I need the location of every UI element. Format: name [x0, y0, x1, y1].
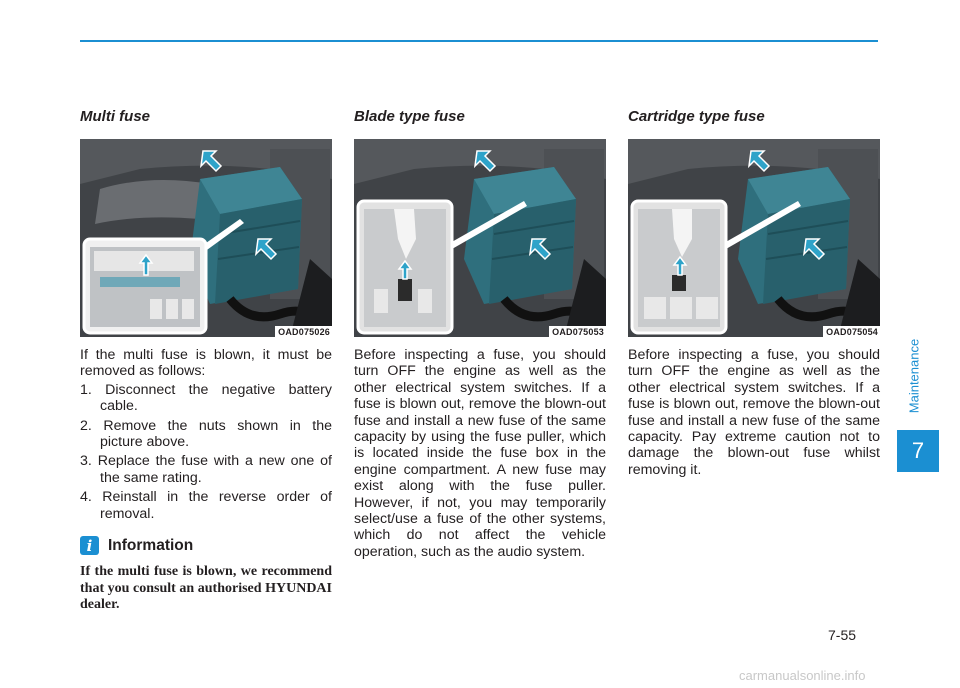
- figure-code: OAD075054: [823, 326, 880, 337]
- section-title: Blade type fuse: [354, 108, 465, 125]
- section-blade-fuse: [354, 108, 606, 560]
- intro-text: If the multi fuse is blown, it must be removed as follows:: [80, 347, 332, 380]
- step-item: 1. Disconnect the negative battery cable.: [80, 381, 332, 415]
- engine-bay-illustration: [80, 139, 332, 337]
- figure-multi-fuse: [80, 139, 332, 337]
- information-title: Information: [108, 536, 194, 554]
- header-rule: [80, 40, 878, 42]
- section-title: Cartridge type fuse: [628, 108, 765, 125]
- step-item: 3. Replace the fuse with a new one of the same rating.: [80, 453, 332, 486]
- removal-steps: [80, 382, 332, 522]
- chapter-tab: 7: [897, 430, 939, 472]
- section-title: Multi fuse: [80, 108, 150, 125]
- watermark: carmanualsonline.info: [739, 668, 866, 683]
- section-multi-fuse: [80, 108, 332, 614]
- figure-cartridge-fuse: [628, 139, 880, 337]
- information-header: [80, 536, 332, 555]
- engine-bay-illustration: [628, 139, 880, 337]
- section-cartridge-fuse: [628, 108, 880, 478]
- information-text: If the multi fuse is blown, we recommend that you consult an authorised HYUNDAI dealer.: [80, 564, 332, 613]
- blade-fuse-text: Before inspecting a fuse, you should turn OFF the engine as well as the other electrical system switches. If a fuse is blown out, remove the blown-out fuse and install a new fuse of the same capacity by using the fuse puller, which is located inside the fuse box in the engine compartment. A new fuse may exist along with the fuse puller. However, if not, you may temporarily select/use a fuse of the other systems, which do not affect the vehicle operation, such as the audio system.: [354, 347, 606, 560]
- page-number: 7-55: [828, 627, 857, 643]
- figure-blade-fuse: [354, 139, 606, 337]
- step-item: 4. Reinstall in the reverse order of removal.: [80, 489, 332, 522]
- engine-bay-illustration: [354, 139, 606, 337]
- chapter-side-label: Maintenance: [906, 338, 922, 414]
- step-item: 2. Remove the nuts shown in the picture above.: [80, 417, 332, 451]
- figure-code: OAD075053: [549, 326, 606, 337]
- cartridge-fuse-text: Before inspecting a fuse, you should turn OFF the engine as well as the other electrical system switches. If a fuse is blown out, remove the blown-out fuse and install a new fuse of the same capacity. Pay extreme caution not to damage the blown-out fuse whilst removing it.: [628, 347, 880, 478]
- figure-code: OAD075026: [275, 326, 332, 337]
- info-icon: i: [80, 536, 99, 555]
